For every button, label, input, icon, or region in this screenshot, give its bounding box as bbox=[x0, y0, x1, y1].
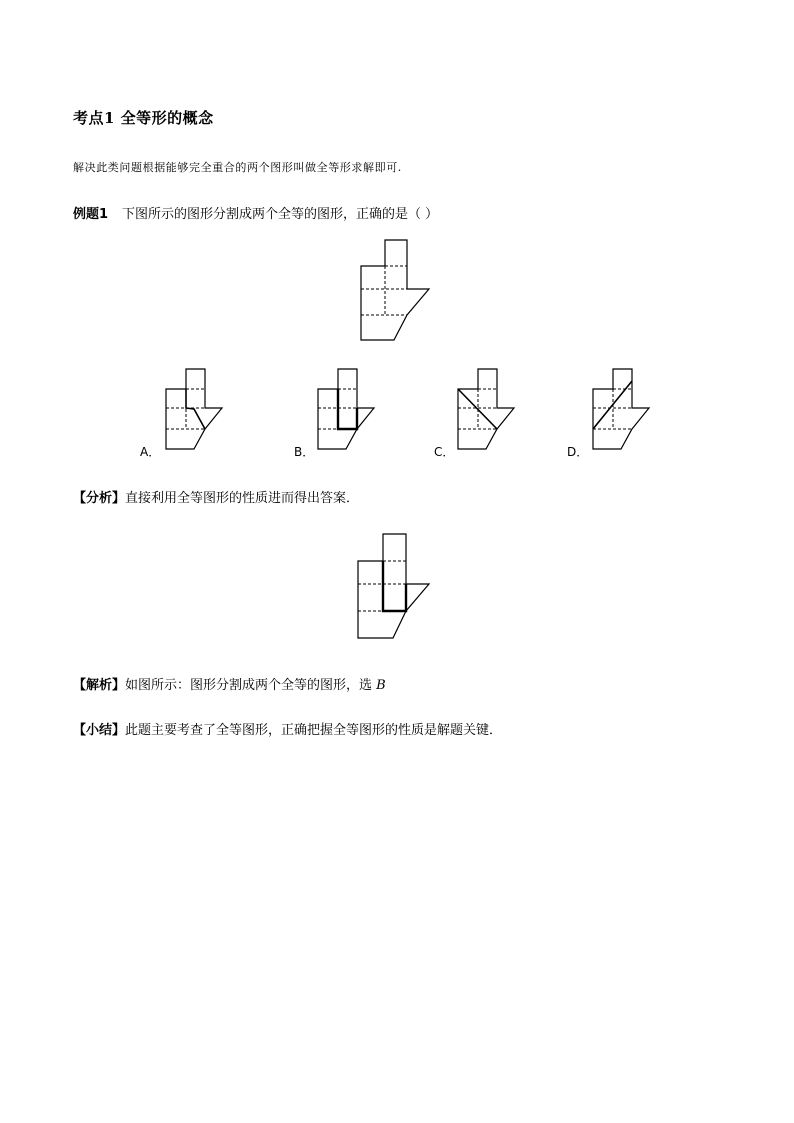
solution-text: 如图所示：图形分割成两个全等的图形，选 bbox=[125, 678, 377, 693]
solution-answer: B bbox=[376, 678, 386, 693]
section-heading: 考点1 全等形的概念 bbox=[73, 109, 214, 127]
solution-line bbox=[73, 674, 386, 693]
solution-tag: 【解析】 bbox=[73, 678, 126, 693]
example-question bbox=[73, 203, 438, 222]
analysis-text: 直接利用全等图形的性质进而得出答案． bbox=[125, 491, 360, 506]
option-b-figure bbox=[318, 369, 376, 451]
summary-text: 此题主要考查了全等图形，正确把握全等图形的性质是解题关键． bbox=[125, 723, 503, 738]
summary-line bbox=[73, 719, 502, 738]
intro-text: 解决此类问题根据能够完全重合的两个图形叫做全等形求解即可. bbox=[73, 161, 402, 174]
option-b-label: B． bbox=[294, 445, 315, 459]
option-a-figure bbox=[166, 369, 224, 451]
option-c-label: C． bbox=[434, 445, 455, 459]
option-d-label: D． bbox=[567, 445, 589, 459]
main-figure bbox=[361, 240, 431, 342]
option-d-figure bbox=[593, 369, 651, 451]
solution-figure bbox=[358, 534, 432, 640]
example-label: 例题1 bbox=[73, 207, 109, 222]
option-a-label: A． bbox=[140, 445, 161, 459]
summary-tag: 【小结】 bbox=[73, 723, 126, 738]
analysis-line bbox=[73, 487, 359, 506]
question-text: 下图所示的图形分割成两个全等的图形，正确的是（ ） bbox=[122, 207, 439, 222]
option-c-figure bbox=[458, 369, 516, 451]
analysis-tag: 【分析】 bbox=[73, 491, 126, 506]
